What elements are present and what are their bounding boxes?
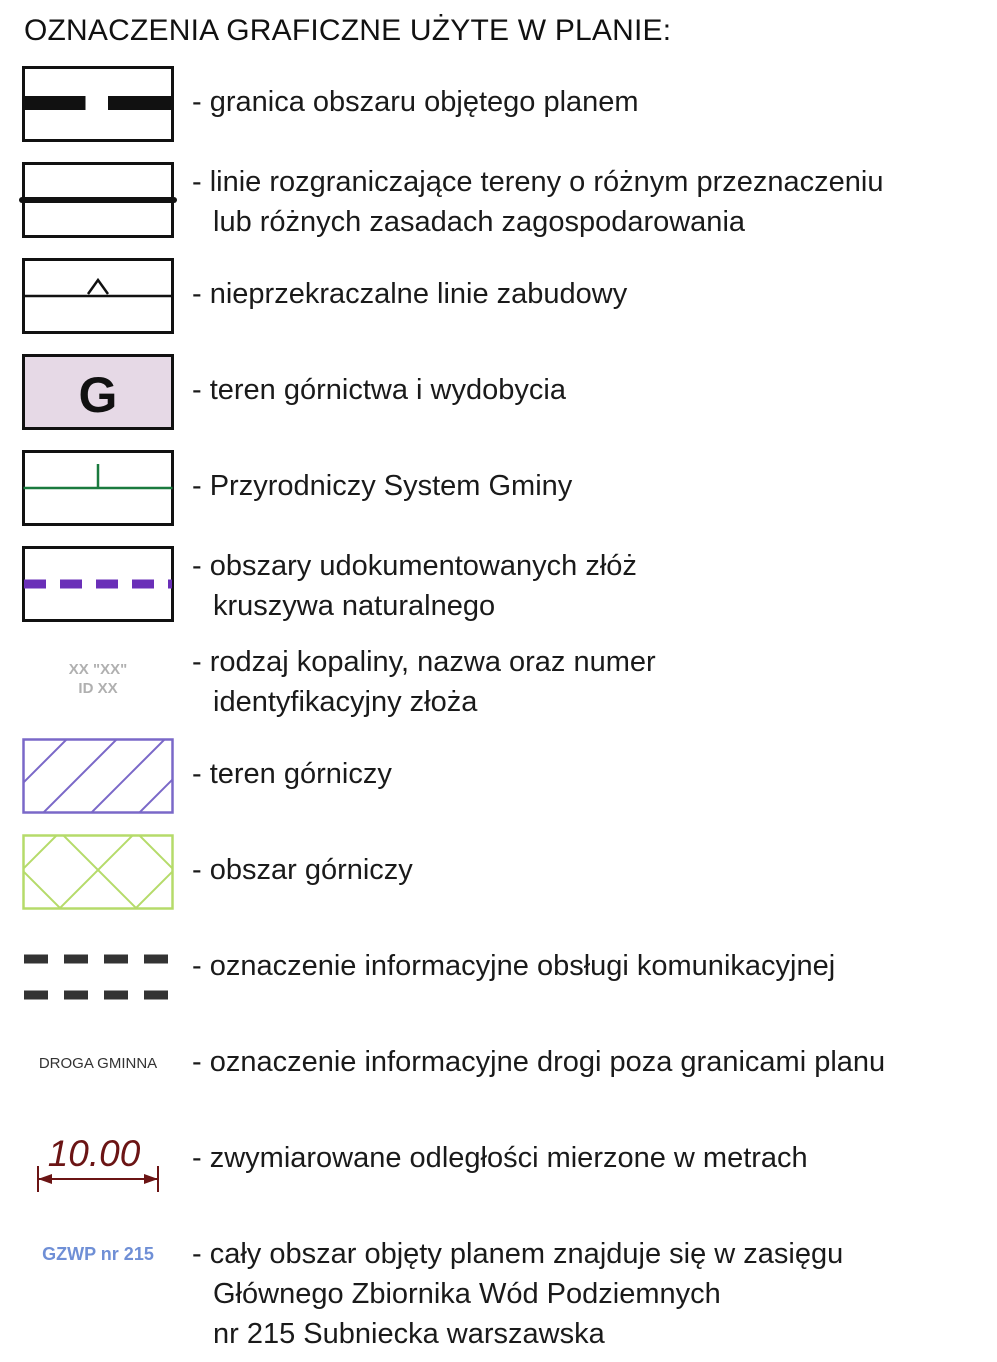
deposit-label-bottom: ID XX	[78, 680, 118, 697]
legend-text: - granica obszaru objętego planem	[192, 86, 639, 118]
legend-text: - linie rozgraniczające tereny o różnym przeznaczeniu	[192, 166, 884, 198]
deposit-label-top: XX "XX"	[68, 661, 128, 678]
mining-terrain-symbol	[22, 738, 174, 814]
legend-text: - oznaczenie informacyjne obsługi komunikacyjnej	[192, 950, 836, 982]
plan-boundary-symbol	[22, 66, 174, 142]
legend-item-deposits	[192, 546, 637, 626]
mining-zone-label: G	[78, 367, 118, 423]
legend-text: - oznaczenie informacyjne drogi poza granicami planu	[192, 1046, 886, 1078]
legend-text: Głównego Zbiornika Wód Podziemnych	[213, 1278, 721, 1310]
legend-item-gzwp	[192, 1234, 843, 1354]
legend-text: kruszywa naturalnego	[213, 590, 496, 622]
legend-text: - rodzaj kopaliny, nazwa oraz numer	[192, 646, 656, 678]
legend-text: - obszar górniczy	[192, 854, 413, 886]
legend-text: - zwymiarowane odległości mierzone w metrach	[192, 1142, 808, 1174]
legend-item-building-lines	[192, 274, 627, 314]
legend-item-road	[192, 1042, 885, 1082]
legend-item-mining-zone	[192, 370, 566, 410]
mining-area-symbol	[22, 834, 174, 910]
legend-item-communication	[192, 946, 835, 986]
legend-text: - obszary udokumentowanych złóż	[192, 550, 637, 582]
legend-item-mining-terrain	[192, 754, 392, 794]
demarcation-line-symbol	[22, 162, 174, 238]
legend-text: - nieprzekraczalne linie zabudowy	[192, 278, 628, 310]
dimension-symbol	[22, 1124, 174, 1196]
deposit-area-symbol	[22, 546, 174, 622]
legend-item-mining-area	[192, 850, 413, 890]
legend-item-demarcation-lines	[192, 162, 883, 242]
road-label-symbol: DROGA GMINNA	[38, 1055, 158, 1072]
legend-title: OZNACZENIA GRAFICZNE UŻYTE W PLANIE:	[24, 14, 672, 47]
legend-text: lub różnych zasadach zagospodarowania	[213, 206, 746, 238]
legend-text: - teren górnictwa i wydobycia	[192, 374, 566, 406]
legend-text: nr 215 Subniecka warszawska	[213, 1318, 605, 1350]
communication-service-symbol	[22, 940, 174, 1016]
mining-zone-symbol	[22, 354, 174, 430]
building-line-symbol	[22, 258, 174, 334]
legend-text: - cały obszar objęty planem znajduje się w zasięgu	[192, 1238, 844, 1270]
legend-item-deposit-label	[192, 642, 656, 722]
legend-text: - teren górniczy	[192, 758, 392, 790]
legend-item-natural-system	[192, 466, 572, 506]
gzwp-label-symbol: GZWP nr 215	[42, 1244, 154, 1264]
legend-text: - Przyrodniczy System Gminy	[192, 470, 573, 502]
legend-item-dimension	[192, 1138, 808, 1178]
legend-text: identyfikacyjny złoża	[213, 686, 478, 718]
natural-system-symbol	[22, 450, 174, 526]
dimension-value: 10.00	[47, 1133, 141, 1174]
legend-item-plan-boundary	[192, 82, 639, 122]
deposit-label-symbol	[22, 660, 174, 698]
